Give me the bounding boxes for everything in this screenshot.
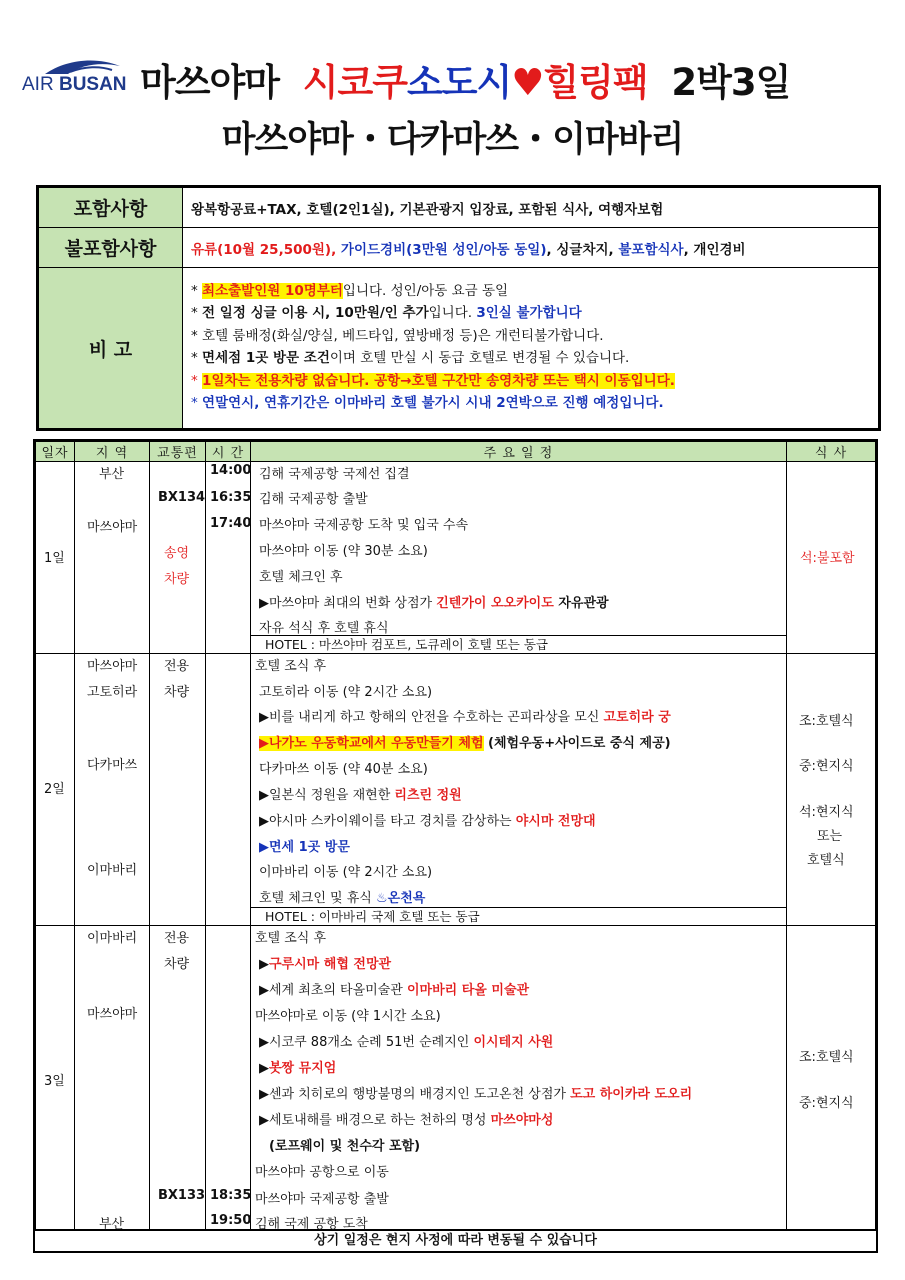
day-row-3 xyxy=(36,926,876,1230)
hotel-info: HOTEL : 이마바리 국제 호텔 또는 동급 xyxy=(251,907,786,925)
note-item: * 전 일정 싱글 이용 시, 10만원/인 추가입니다. 3인실 불가합니다 xyxy=(191,305,582,321)
itinerary-cell: 호텔 조식 후 고토히라 이동 (약 2시간 소요) ▶비를 내리게 하고 항해의 안전을 수호하는 곤피라상을 모신 고토히라 궁 ▶나가노 우동학교에서 우동만들기 체험 (체험우동+사이드로 중식 제공) 다카마쓰 이동 (약 40분 소요) ▶일본식 정원을 재현한 리츠린 정원 ▶야시마 스카이웨이를 타고 경치를 감상하는 야시마 전망대 ▶면세 1곳 방문 이마바리 이동 (약 2시간 소요) 호텔 체크인 및 휴식 ♨온천욕 HOTEL : 이마바리 국제 호텔 또는 동급 xyxy=(251,654,787,926)
included-value: 왕복항공료+TAX, 호텔(2인1실), 기본관광지 입장료, 포함된 식사, 여행자보험 xyxy=(183,188,879,228)
itinerary-cell: 김해 국제공항 국제선 집결 김해 국제공항 출발 마쓰야마 국제공항 도착 및 입국 수속 마쓰야마 이동 (약 30분 소요) 호텔 체크인 후 ▶마쓰야마 최대의 번화 상점가 긴텐가이 오오카이도 자유관광 자유 석식 후 호텔 휴식 HOTEL : 마쓰야마 컴포트, 도큐레이 호텔 또는 동급 xyxy=(251,462,787,654)
meals-cell: 조:호텔식 중:현지식 석:현지식 또는 호텔식 xyxy=(787,654,876,926)
note-item: * 면세점 1곳 방문 조건이며 호텔 만실 시 동급 호텔로 변경될 수 있습니다. xyxy=(191,350,630,366)
hotel-info: HOTEL : 마쓰야마 컴포트, 도큐레이 호텔 또는 동급 xyxy=(251,635,786,653)
time-cell: 18:35 19:50 xyxy=(206,926,251,1230)
day-cell: 3일 xyxy=(36,926,75,1230)
title-part-c: 소도시 xyxy=(406,61,512,104)
heart-icon: ♥ xyxy=(511,61,544,104)
note-item: * 1일차는 전용차량 없습니다. 공항→호텔 구간만 송영차량 또는 택시 이동입니다. xyxy=(191,372,675,389)
header-region: 지 역 xyxy=(75,442,150,462)
header-time: 시 간 xyxy=(206,442,251,462)
notes-list xyxy=(183,268,879,429)
day-row-1 xyxy=(36,462,876,654)
title-part-e: 2박3일 xyxy=(671,61,791,104)
header-meals: 식 사 xyxy=(787,442,876,462)
header-itinerary: 주 요 일 정 xyxy=(251,442,787,462)
title-part-b: 시코쿠 xyxy=(302,61,407,104)
page-title xyxy=(140,52,890,106)
excluded-value: 유류(10월 25,500원), 가이드경비(3만원 성인/아동 동일), 싱글차지, 불포함식사, 개인경비 xyxy=(183,228,879,268)
time-cell: 14:00 16:35 17:40 xyxy=(206,462,251,654)
title-part-d: 힐링팩 xyxy=(543,61,648,104)
excluded-label: 불포함사항 xyxy=(39,228,183,268)
schedule-header-row xyxy=(36,442,876,462)
transport-cell: BX134 송영 차량 xyxy=(150,462,206,654)
info-box xyxy=(36,185,881,431)
schedule-table xyxy=(33,439,878,1253)
transport-cell: 전용 차량 BX133 xyxy=(150,926,206,1230)
meals-cell: 석:불포함 xyxy=(787,462,876,654)
itinerary-cell: 호텔 조식 후 ▶구루시마 해협 전망관 ▶세계 최초의 타올미술관 이마바리 타올 미술관 마쓰야마로 이동 (약 1시간 소요) ▶시코쿠 88개소 순례 51번 순례지인 이시테지 사원 ▶봇짱 뮤지엄 ▶센과 치히로의 행방불명의 배경지인 도고온천 상점가 도고 하이카라 도오리 ▶세토내해를 배경으로 하는 천하의 명성 마쓰야마성 (로프웨이 및 천수각 포함) 마쓰야마 공항으로 이동 마쓰야마 국제공항 출발 김해 국제 공항 도착 xyxy=(251,926,787,1230)
included-label: 포함사항 xyxy=(39,188,183,228)
meals-cell: 조:호텔식 중:현지식 xyxy=(787,926,876,1230)
note-item: * 호텔 룸배정(화실/양실, 베드타입, 옆방배정 등)은 개런티불가합니다. xyxy=(191,327,604,344)
title-part-a: 마쓰야마 xyxy=(140,61,279,104)
header-transport: 교통편 xyxy=(150,442,206,462)
note-item: * 연말연시, 연휴기간은 이마바리 호텔 불가시 시내 2연박으로 진행 예정입니다. xyxy=(191,395,664,411)
region-cell: 부산 마쓰야마 xyxy=(75,462,150,654)
day-cell: 2일 xyxy=(36,654,75,926)
schedule-footer-note: 상기 일정은 현지 사정에 따라 변동될 수 있습니다 xyxy=(35,1230,876,1251)
logo-air: AIR xyxy=(22,74,54,95)
note-item: * 최소출발인원 10명부터입니다. 성인/아동 요금 동일 xyxy=(191,282,509,299)
day-cell: 1일 xyxy=(36,462,75,654)
region-cell: 마쓰야마 고토히라 다카마쓰 이마바리 xyxy=(75,654,150,926)
region-cell: 이마바리 마쓰야마 부산 xyxy=(75,926,150,1230)
notes-label: 비 고 xyxy=(39,268,183,429)
logo-busan: BUSAN xyxy=(58,74,127,95)
page-subtitle: 마쓰야마・다카마쓰・이마바리 xyxy=(221,120,684,160)
day-row-2 xyxy=(36,654,876,926)
transport-cell: 전용 차량 xyxy=(150,654,206,926)
air-busan-logo xyxy=(22,60,134,104)
header-day: 일자 xyxy=(36,442,75,462)
